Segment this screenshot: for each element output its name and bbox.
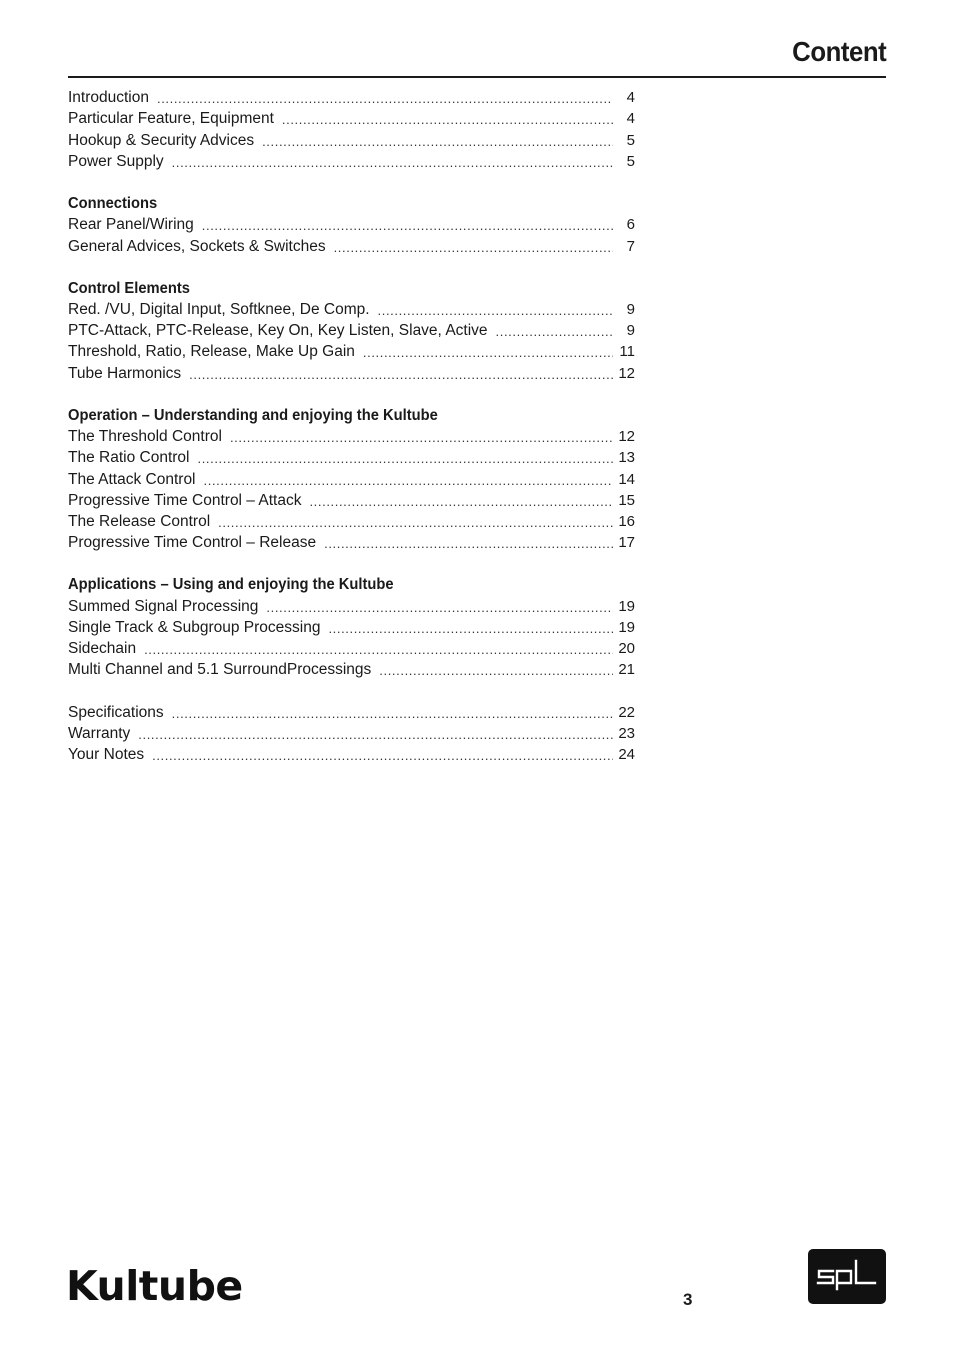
toc-entry-page: 15 bbox=[618, 491, 635, 509]
toc-leader-dots bbox=[152, 744, 613, 765]
toc-entry-general-advices[interactable] bbox=[68, 235, 635, 256]
toc-entry-label: Summed Signal Processing bbox=[68, 597, 259, 615]
table-of-contents bbox=[68, 87, 635, 765]
toc-leader-dots bbox=[172, 702, 613, 723]
title-divider bbox=[68, 76, 886, 78]
toc-entry-attack-control[interactable] bbox=[68, 468, 635, 489]
toc-entry-page: 5 bbox=[626, 152, 635, 170]
toc-entry-hookup-security[interactable] bbox=[68, 129, 635, 150]
page-title: Content bbox=[791, 36, 886, 67]
toc-leader-dots bbox=[202, 214, 613, 235]
section-heading-applications: Applications – Using and enjoying the Kultube bbox=[68, 576, 394, 594]
toc-entry-label: The Ratio Control bbox=[68, 449, 190, 467]
toc-entry-label: Tube Harmonics bbox=[68, 364, 182, 382]
toc-leader-dots bbox=[324, 532, 613, 553]
section-gap bbox=[68, 384, 635, 405]
toc-entry-page: 17 bbox=[618, 534, 635, 552]
toc-leader-dots bbox=[334, 236, 613, 257]
toc-entry-page: 24 bbox=[618, 746, 635, 763]
section-gap bbox=[68, 172, 635, 193]
toc-entry-page: 5 bbox=[626, 131, 635, 149]
toc-entry-page: 12 bbox=[618, 428, 635, 446]
toc-entry-label: Warranty bbox=[68, 724, 131, 742]
toc-entry-page: 12 bbox=[618, 364, 635, 382]
toc-entry-page: 22 bbox=[618, 703, 635, 721]
toc-entry-release-control[interactable] bbox=[68, 511, 635, 532]
toc-entry-ptc-attack-section[interactable] bbox=[68, 490, 635, 511]
spl-logo-mark bbox=[808, 1249, 886, 1304]
section-heading-connections: Connections bbox=[68, 194, 158, 212]
toc-entry-particular-feature[interactable] bbox=[68, 108, 635, 129]
toc-leader-dots bbox=[230, 426, 613, 447]
toc-entry-label: Specifications bbox=[68, 703, 164, 721]
toc-leader-dots bbox=[363, 341, 613, 362]
toc-entry-multi-channel[interactable] bbox=[68, 659, 635, 680]
toc-entry-summed-signal[interactable] bbox=[68, 596, 635, 617]
toc-entry-label: Progressive Time Control – Release bbox=[68, 534, 317, 552]
toc-entry-label: Progressive Time Control – Attack bbox=[68, 491, 302, 509]
toc-leader-dots bbox=[328, 617, 613, 638]
toc-entry-page: 20 bbox=[618, 640, 635, 658]
toc-entry-page: 14 bbox=[618, 470, 635, 488]
toc-entry-ratio-control[interactable] bbox=[68, 447, 635, 468]
toc-entry-introduction[interactable] bbox=[68, 87, 635, 108]
toc-entry-label: Rear Panel/Wiring bbox=[68, 216, 194, 234]
toc-entry-page: 4 bbox=[626, 89, 635, 107]
toc-leader-dots bbox=[138, 723, 613, 744]
page-number: 3 bbox=[683, 1290, 693, 1309]
toc-entry-label: Power Supply bbox=[68, 152, 164, 170]
toc-entry-your-notes[interactable] bbox=[68, 744, 635, 765]
toc-entry-red-vu[interactable] bbox=[68, 299, 635, 320]
toc-entry-page: 9 bbox=[626, 301, 635, 319]
section-heading-control-elements: Control Elements bbox=[68, 279, 190, 297]
toc-entry-page: 19 bbox=[618, 597, 635, 615]
toc-leader-dots bbox=[144, 638, 613, 659]
toc-entry-label: Particular Feature, Equipment bbox=[68, 110, 274, 128]
spl-logo bbox=[808, 1249, 886, 1304]
section-gap bbox=[68, 553, 635, 574]
section-heading-operation: Operation – Understanding and enjoying the Kultube bbox=[68, 406, 438, 424]
toc-entry-tube-harmonics[interactable] bbox=[68, 362, 635, 383]
toc-entry-label: Red. /VU, Digital Input, Softknee, De Comp. bbox=[68, 301, 370, 319]
section-gap bbox=[68, 257, 635, 278]
toc-leader-dots bbox=[197, 447, 613, 468]
toc-entry-label: Introduction bbox=[68, 89, 149, 107]
toc-entry-page: 16 bbox=[618, 512, 635, 530]
toc-entry-page: 19 bbox=[618, 618, 635, 636]
toc-entry-label: General Advices, Sockets & Switches bbox=[68, 237, 326, 255]
toc-entry-label: Sidechain bbox=[68, 640, 137, 658]
toc-entry-rear-panel[interactable] bbox=[68, 214, 635, 235]
toc-entry-ptc-attack[interactable] bbox=[68, 320, 635, 341]
toc-leader-dots bbox=[379, 659, 613, 680]
toc-entry-sidechain[interactable] bbox=[68, 638, 635, 659]
toc-entry-label: The Attack Control bbox=[68, 470, 196, 488]
toc-entry-label: Hookup & Security Advices bbox=[68, 131, 255, 149]
kultube-logo: Kultube bbox=[66, 1262, 243, 1310]
toc-leader-dots bbox=[309, 490, 613, 511]
section-gap bbox=[68, 680, 635, 701]
toc-entry-power-supply[interactable] bbox=[68, 151, 635, 172]
toc-entry-page: 21 bbox=[618, 661, 635, 679]
toc-leader-dots bbox=[496, 320, 613, 341]
toc-entry-page: 7 bbox=[626, 237, 635, 255]
toc-entry-page: 4 bbox=[626, 110, 635, 128]
toc-leader-dots bbox=[157, 87, 613, 108]
toc-entry-label: Multi Channel and 5.1 SurroundProcessings bbox=[68, 661, 372, 679]
toc-leader-dots bbox=[262, 130, 613, 151]
toc-entry-page: 11 bbox=[619, 343, 635, 361]
toc-entry-specifications[interactable] bbox=[68, 701, 635, 722]
toc-entry-ptc-release-section[interactable] bbox=[68, 532, 635, 553]
toc-entry-threshold-ratio[interactable] bbox=[68, 341, 635, 362]
toc-entry-label: The Release Control bbox=[68, 512, 211, 530]
toc-entry-page: 23 bbox=[618, 724, 635, 742]
toc-leader-dots bbox=[204, 469, 613, 490]
toc-entry-page: 6 bbox=[626, 216, 635, 234]
toc-entry-threshold-control[interactable] bbox=[68, 426, 635, 447]
toc-leader-dots bbox=[172, 151, 613, 172]
toc-entry-label: Threshold, Ratio, Release, Make Up Gain bbox=[68, 343, 355, 361]
toc-entry-page: 13 bbox=[618, 449, 635, 467]
toc-leader-dots bbox=[378, 299, 613, 320]
toc-entry-label: PTC-Attack, PTC-Release, Key On, Key Listen, Slave, Active bbox=[68, 322, 488, 340]
toc-entry-warranty[interactable] bbox=[68, 723, 635, 744]
toc-entry-label: The Threshold Control bbox=[68, 428, 222, 446]
toc-entry-label: Single Track & Subgroup Processing bbox=[68, 618, 321, 636]
toc-entry-page: 9 bbox=[626, 322, 635, 340]
toc-leader-dots bbox=[266, 596, 613, 617]
toc-leader-dots bbox=[218, 511, 613, 532]
toc-leader-dots bbox=[282, 108, 613, 129]
toc-entry-label: Your Notes bbox=[68, 746, 145, 763]
toc-leader-dots bbox=[189, 363, 613, 384]
toc-entry-single-track[interactable] bbox=[68, 617, 635, 638]
